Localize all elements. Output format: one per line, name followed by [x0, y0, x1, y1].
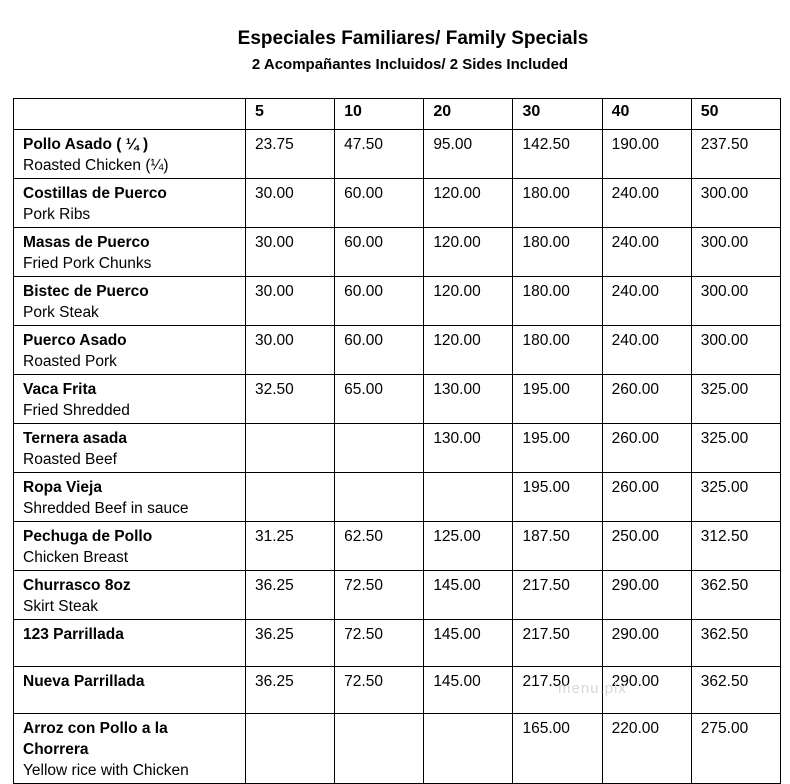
- price-table: [13, 98, 781, 784]
- price-cell: 300.00: [691, 179, 780, 228]
- price-cell: 125.00: [424, 522, 513, 571]
- item-name-english: Roasted Beef: [23, 451, 117, 468]
- price-cell: 217.50: [513, 667, 602, 714]
- table-row: [14, 522, 781, 571]
- table-row: [14, 571, 781, 620]
- price-cell: 130.00: [424, 424, 513, 473]
- price-cell: 217.50: [513, 571, 602, 620]
- price-cell: 36.25: [246, 667, 335, 714]
- table-row: [14, 228, 781, 277]
- price-cell: 30.00: [246, 326, 335, 375]
- price-cell: 300.00: [691, 277, 780, 326]
- item-name-cell: [14, 473, 246, 522]
- price-cell: 31.25: [246, 522, 335, 571]
- price-cell: 72.50: [335, 620, 424, 667]
- price-cell: [246, 473, 335, 522]
- price-cell: 240.00: [602, 228, 691, 277]
- item-name-cell: [14, 424, 246, 473]
- price-cell: 275.00: [691, 714, 780, 784]
- item-name-spanish: Ternera asada: [23, 430, 127, 447]
- item-name-spanish: Costillas de Puerco: [23, 185, 167, 202]
- price-cell: 180.00: [513, 228, 602, 277]
- item-name-cell: [14, 522, 246, 571]
- item-name-spanish: Ropa Vieja: [23, 479, 102, 496]
- item-name-english: Pork Steak: [23, 304, 99, 321]
- column-header-20: 20: [424, 99, 513, 130]
- table-body: [14, 130, 781, 784]
- item-name-cell: [14, 375, 246, 424]
- price-cell: 130.00: [424, 375, 513, 424]
- column-header-30: 30: [513, 99, 602, 130]
- price-cell: 195.00: [513, 473, 602, 522]
- column-header-10: 10: [335, 99, 424, 130]
- price-cell: 120.00: [424, 228, 513, 277]
- price-cell: 290.00: [602, 571, 691, 620]
- price-cell: 65.00: [335, 375, 424, 424]
- price-cell: [424, 473, 513, 522]
- item-name-english: Skirt Steak: [23, 598, 98, 615]
- price-cell: 362.50: [691, 620, 780, 667]
- price-cell: 290.00: [602, 667, 691, 714]
- price-cell: 95.00: [424, 130, 513, 179]
- item-name-spanish: Puerco Asado: [23, 332, 127, 349]
- price-cell: 120.00: [424, 326, 513, 375]
- price-cell: 300.00: [691, 326, 780, 375]
- price-cell: [424, 714, 513, 784]
- item-name-english: Pork Ribs: [23, 206, 91, 223]
- item-name-spanish: Churrasco 8oz: [23, 577, 131, 594]
- table-row: [14, 667, 781, 714]
- price-cell: 145.00: [424, 571, 513, 620]
- item-name-spanish: 123 Parrillada: [23, 626, 124, 643]
- price-cell: 260.00: [602, 424, 691, 473]
- price-cell: 165.00: [513, 714, 602, 784]
- item-name-english: Shredded Beef in sauce: [23, 500, 189, 517]
- price-cell: 60.00: [335, 326, 424, 375]
- item-name-spanish: Vaca Frita: [23, 381, 97, 398]
- item-name-english: Fried Shredded: [23, 402, 130, 419]
- page-subtitle: 2 Acompañantes Incluidos/ 2 Sides Included: [251, 56, 569, 73]
- price-cell: 62.50: [335, 522, 424, 571]
- price-cell: [335, 714, 424, 784]
- table-row: [14, 714, 781, 784]
- price-cell: 120.00: [424, 277, 513, 326]
- watermark: menu.pix: [558, 680, 627, 697]
- price-cell: 187.50: [513, 522, 602, 571]
- price-cell: 300.00: [691, 228, 780, 277]
- price-cell: 36.25: [246, 571, 335, 620]
- price-cell: 47.50: [335, 130, 424, 179]
- item-name-cell: [14, 571, 246, 620]
- item-name-cell: [14, 179, 246, 228]
- price-cell: 260.00: [602, 473, 691, 522]
- price-cell: 195.00: [513, 424, 602, 473]
- price-cell: 237.50: [691, 130, 780, 179]
- price-cell: [335, 424, 424, 473]
- item-name-cell: [14, 620, 246, 667]
- item-name-spanish: Masas de Puerco: [23, 234, 150, 251]
- item-name-spanish: Arroz con Pollo a la Chorrera: [23, 720, 168, 758]
- price-cell: 72.50: [335, 667, 424, 714]
- price-cell: 145.00: [424, 667, 513, 714]
- price-cell: 362.50: [691, 667, 780, 714]
- price-cell: [335, 473, 424, 522]
- price-cell: 312.50: [691, 522, 780, 571]
- price-cell: 325.00: [691, 424, 780, 473]
- price-cell: 32.50: [246, 375, 335, 424]
- item-name-spanish: Pechuga de Pollo: [23, 528, 153, 545]
- price-cell: 145.00: [424, 620, 513, 667]
- price-cell: 60.00: [335, 228, 424, 277]
- price-cell: 36.25: [246, 620, 335, 667]
- table-row: [14, 326, 781, 375]
- item-name-english: Yellow rice with Chicken: [23, 762, 189, 779]
- price-cell: 325.00: [691, 375, 780, 424]
- table-row: [14, 424, 781, 473]
- column-header-item: [14, 99, 246, 130]
- column-header-40: 40: [602, 99, 691, 130]
- price-cell: 240.00: [602, 179, 691, 228]
- item-name-spanish: Bistec de Puerco: [23, 283, 149, 300]
- price-cell: 142.50: [513, 130, 602, 179]
- item-name-cell: [14, 714, 246, 784]
- price-cell: 220.00: [602, 714, 691, 784]
- table-row: [14, 130, 781, 179]
- table-row: [14, 473, 781, 522]
- price-cell: 180.00: [513, 179, 602, 228]
- item-name-english: Fried Pork Chunks: [23, 255, 152, 272]
- price-cell: 217.50: [513, 620, 602, 667]
- price-cell: 60.00: [335, 277, 424, 326]
- header-row: [14, 99, 781, 130]
- item-name-spanish: Nueva Parrillada: [23, 673, 145, 690]
- column-header-5: 5: [246, 99, 335, 130]
- price-cell: 60.00: [335, 179, 424, 228]
- price-cell: [246, 424, 335, 473]
- table-row: [14, 179, 781, 228]
- item-name-cell: [14, 228, 246, 277]
- price-cell: 190.00: [602, 130, 691, 179]
- table-row: [14, 620, 781, 667]
- item-name-english: Roasted Chicken (¼): [23, 157, 169, 174]
- price-cell: 23.75: [246, 130, 335, 179]
- item-name-english: Roasted Pork: [23, 353, 117, 370]
- price-cell: 290.00: [602, 620, 691, 667]
- price-cell: 30.00: [246, 228, 335, 277]
- table-row: [14, 375, 781, 424]
- page-title: Especiales Familiares/ Family Specials: [237, 28, 589, 49]
- price-cell: 180.00: [513, 326, 602, 375]
- price-cell: 362.50: [691, 571, 780, 620]
- price-cell: [246, 714, 335, 784]
- item-name-english: Chicken Breast: [23, 549, 129, 566]
- price-cell: 240.00: [602, 277, 691, 326]
- item-name-cell: [14, 326, 246, 375]
- price-cell: 72.50: [335, 571, 424, 620]
- column-header-50: 50: [691, 99, 780, 130]
- price-cell: 240.00: [602, 326, 691, 375]
- price-cell: 195.00: [513, 375, 602, 424]
- item-name-spanish: Pollo Asado ( ¼ ): [23, 136, 149, 153]
- item-name-cell: [14, 277, 246, 326]
- price-cell: 120.00: [424, 179, 513, 228]
- price-cell: 250.00: [602, 522, 691, 571]
- price-cell: 180.00: [513, 277, 602, 326]
- price-cell: 260.00: [602, 375, 691, 424]
- price-cell: 325.00: [691, 473, 780, 522]
- table-row: [14, 277, 781, 326]
- item-name-cell: [14, 667, 246, 714]
- price-cell: 30.00: [246, 179, 335, 228]
- price-cell: 30.00: [246, 277, 335, 326]
- item-name-cell: [14, 130, 246, 179]
